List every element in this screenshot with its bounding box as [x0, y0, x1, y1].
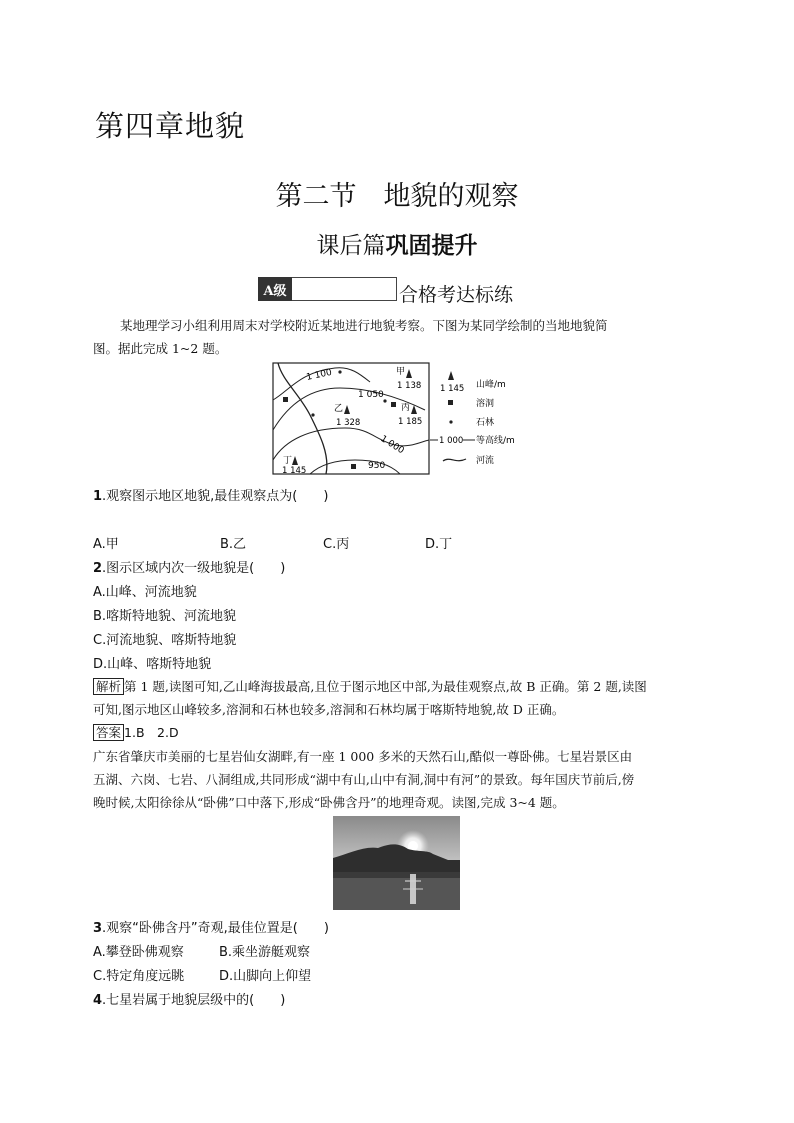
- q1-option-d[interactable]: D.丁: [425, 537, 453, 552]
- contour-label-1000: 1 000: [378, 434, 406, 457]
- analysis: [93, 675, 698, 721]
- cave-square: [351, 464, 356, 469]
- contour-1000: [273, 428, 429, 460]
- q3-option-b[interactable]: B.乘坐游艇观察: [219, 945, 311, 960]
- legend-contour: 等高线/m: [476, 436, 515, 446]
- intro2-line1: 广东省肇庆市美丽的七星岩仙女湖畔,有一座 1 000 多米的天然石山,酷似一尊卧佛。七星岩景区由: [93, 749, 633, 764]
- contour-label-1050: 1 050: [358, 390, 384, 400]
- question-4: 4.七星岩属于地貌层级中的( ): [93, 993, 286, 1008]
- intro-paragraph-1: [93, 314, 698, 360]
- q1-option-b[interactable]: B.乙: [220, 537, 247, 552]
- analysis-line2: 可知,图示地区山峰较多,溶洞和石林也较多,溶洞和石林均属于喀斯特地貌,故 D 正确。: [93, 702, 565, 717]
- legend-peak: 山峰/m: [476, 380, 506, 390]
- q2-option-d[interactable]: D.山峰、喀斯特地貌: [93, 657, 212, 672]
- legend-cave: 溶洞: [476, 399, 495, 409]
- svg-text:乙: 乙: [334, 404, 344, 414]
- peak-bing: [398, 402, 422, 427]
- landform-map: [270, 360, 530, 478]
- peak-yi: [334, 403, 360, 428]
- answer-tag: 答案: [93, 724, 124, 741]
- svg-text:甲: 甲: [396, 367, 406, 377]
- q3-option-d[interactable]: D.山脚向上仰望: [219, 969, 312, 984]
- contour-label-950: 950: [368, 461, 386, 471]
- svg-text:1 138: 1 138: [397, 381, 422, 391]
- level-header: [258, 271, 514, 306]
- subtitle-bold: 巩固提升: [385, 233, 478, 259]
- chapter-title: 第四章地貌: [95, 109, 246, 143]
- svg-text:1 145: 1 145: [282, 466, 307, 476]
- peak-ding: [282, 455, 306, 476]
- question-3: 3.观察“卧佛含丹”奇观,最佳位置是( ): [93, 921, 329, 936]
- contour-label-1100: 1 100: [305, 367, 333, 383]
- svg-text:1 185: 1 185: [398, 417, 423, 427]
- intro-paragraph-2: [93, 745, 698, 814]
- q3-option-a[interactable]: A.攀登卧佛观察: [93, 945, 184, 960]
- legend-stone-forest-icon: [449, 420, 452, 423]
- sunset-photo: [333, 816, 460, 910]
- legend-stone-forest: 石林: [476, 418, 495, 428]
- level-title: 合格考达标练: [399, 284, 514, 306]
- answer-text: 1.B 2.D: [124, 725, 179, 740]
- legend-river: 河流: [476, 456, 495, 466]
- q3-option-c[interactable]: C.特定角度远眺: [93, 969, 185, 984]
- svg-text:丁: 丁: [283, 456, 293, 466]
- stone-forest-dot: [338, 370, 341, 373]
- svg-text:1 328: 1 328: [336, 418, 361, 428]
- peak-jia: [396, 366, 421, 391]
- cave-square: [391, 402, 396, 407]
- question-1: 1.观察图示地区地貌,最佳观察点为( ): [93, 489, 329, 504]
- subtitle-normal: 课后篇: [316, 233, 386, 259]
- stone-forest-dot: [383, 399, 386, 402]
- q1-option-c[interactable]: C.丙: [323, 537, 350, 552]
- analysis-tag: 解析: [93, 678, 124, 695]
- stone-forest-dot: [311, 413, 314, 416]
- answer: [93, 721, 698, 744]
- intro2-line2: 五湖、六岗、七岩、八洞组成,共同形成“湖中有山,山中有洞,洞中有河”的景致。每年国庆节前后,傍: [93, 772, 635, 787]
- level-badge-box: [292, 277, 397, 301]
- q2-option-a[interactable]: A.山峰、河流地貌: [93, 585, 197, 600]
- q1-option-a[interactable]: A.甲: [93, 537, 119, 552]
- legend-cave-icon: [448, 400, 453, 405]
- svg-text:1 000: 1 000: [439, 436, 464, 446]
- svg-text:丙: 丙: [401, 403, 411, 413]
- analysis-line1: 第 1 题,读图可知,乙山峰海拔最高,且位于图示地区中部,为最佳观察点,故 B 正确。第 2 题,读图: [124, 679, 647, 694]
- cave-square: [283, 397, 288, 402]
- legend-river-icon: [443, 459, 466, 461]
- subtitle: [0, 227, 794, 260]
- intro2-line3: 晚时候,太阳徐徐从“卧佛”口中落下,形成“卧佛含丹”的地理奇观。读图,完成 3~4 题。: [93, 795, 565, 810]
- level-badge: A级: [258, 277, 292, 301]
- svg-text:1 145: 1 145: [440, 384, 465, 394]
- question-2: 2.图示区域内次一级地貌是( ): [93, 561, 286, 576]
- q2-option-c[interactable]: C.河流地貌、喀斯特地貌: [93, 633, 237, 648]
- intro1-line1: 某地理学习小组利用周末对学校附近某地进行地貌考察。下图为某同学绘制的当地地貌简: [120, 318, 608, 333]
- q2-option-b[interactable]: B.喀斯特地貌、河流地貌: [93, 609, 237, 624]
- section-title: 第二节 地貌的观察: [275, 181, 519, 212]
- map-legend: [430, 371, 515, 466]
- legend-peak-icon: [448, 371, 454, 380]
- intro1-line2: 图。据此完成 1~2 题。: [93, 341, 228, 356]
